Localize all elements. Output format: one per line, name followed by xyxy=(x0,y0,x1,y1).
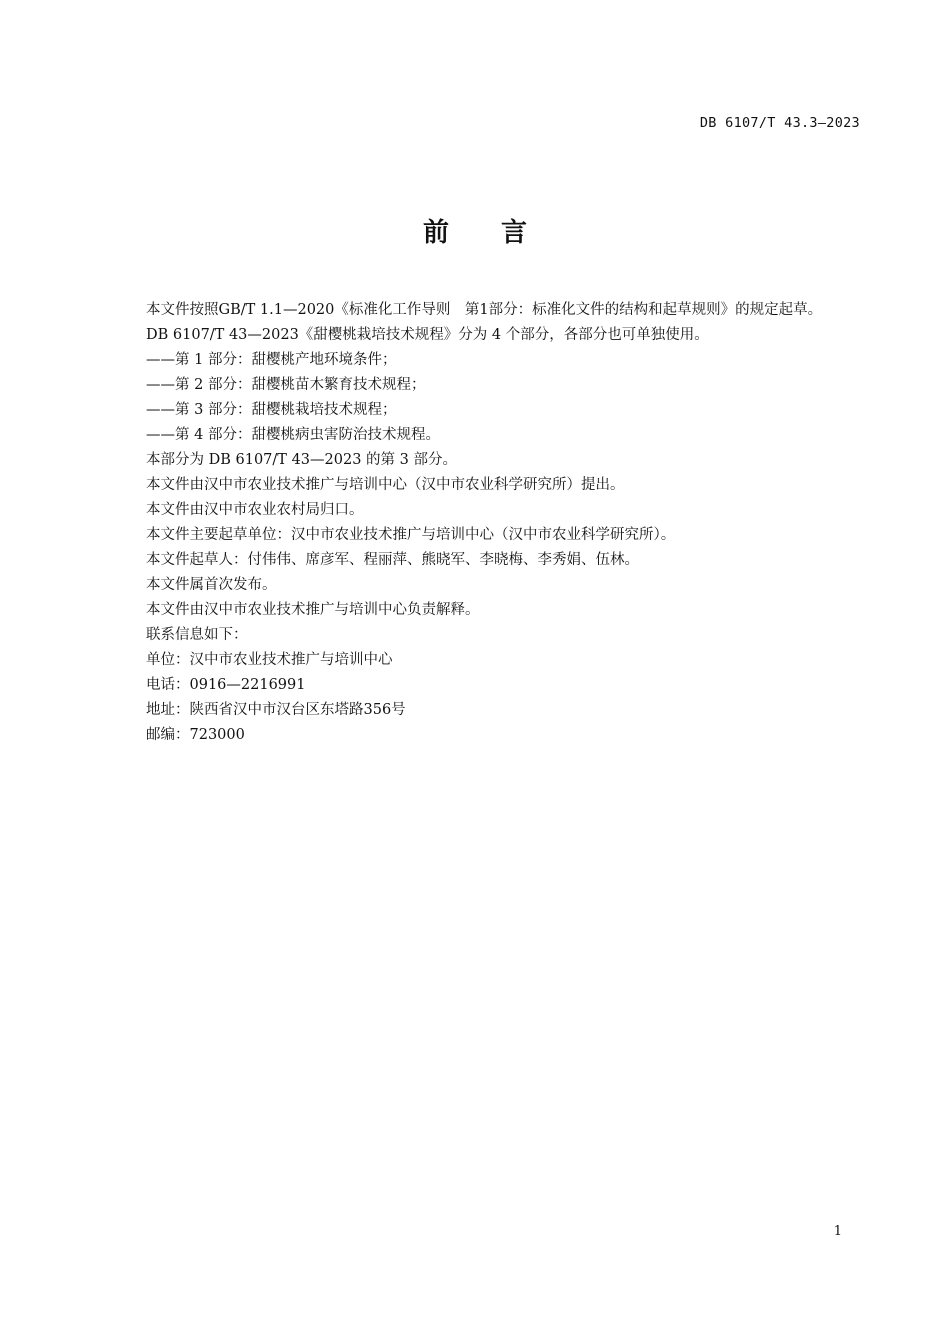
foreword-body xyxy=(114,298,862,748)
paragraph-standard-parts: DB 6107/T 43—2023《甜樱桃栽培技术规程》分为 4 个部分，各部分也可单独使用。 xyxy=(146,327,709,343)
paragraph-interpretation: 本文件由汉中市农业技术推广与培训中心负责解释。 xyxy=(146,602,480,618)
contact-unit: 单位：汉中市农业技术推广与培训中心 xyxy=(146,652,393,668)
paragraph-contact-heading: 联系信息如下： xyxy=(146,627,248,643)
list-item-part-4: ——第 4 部分：甜樱桃病虫害防治技术规程。 xyxy=(146,427,440,443)
paragraph-drafters: 本文件起草人：付伟伟、席彦军、程丽萍、熊晓军、李晓梅、李秀娟、伍林。 xyxy=(146,552,639,568)
contact-address: 地址：陕西省汉中市汉台区东塔路356号 xyxy=(146,702,406,718)
list-item-part-2: ——第 2 部分：甜樱桃苗木繁育技术规程； xyxy=(146,377,426,393)
list-item-part-1: ——第 1 部分：甜樱桃产地环境条件； xyxy=(146,352,397,368)
paragraph-first-release: 本文件属首次发布。 xyxy=(146,577,277,593)
paragraph-drafting-unit: 本文件主要起草单位：汉中市农业技术推广与培训中心（汉中市农业科学研究所）。 xyxy=(146,527,676,543)
contact-phone: 电话：0916—2216991 xyxy=(146,677,306,693)
contact-postcode: 邮编：723000 xyxy=(146,727,245,743)
paragraph-proposed-by: 本文件由汉中市农业技术推广与培训中心（汉中市农业科学研究所）提出。 xyxy=(146,477,625,493)
paragraph-drafting-rules: 本文件按照GB/T 1.1—2020《标准化工作导则 第1部分：标准化文件的结构和起草规则》的规定起草。 xyxy=(146,302,823,318)
paragraph-this-part: 本部分为 DB 6107/T 43—2023 的第 3 部分。 xyxy=(146,452,457,468)
paragraph-under-jurisdiction: 本文件由汉中市农业农村局归口。 xyxy=(146,502,364,518)
page-title: 前言 xyxy=(422,218,579,248)
page-number: 1 xyxy=(833,1224,842,1239)
document-code: DB 6107/T 43.3—2023 xyxy=(699,115,860,131)
list-item-part-3: ——第 3 部分：甜樱桃栽培技术规程； xyxy=(146,402,397,418)
